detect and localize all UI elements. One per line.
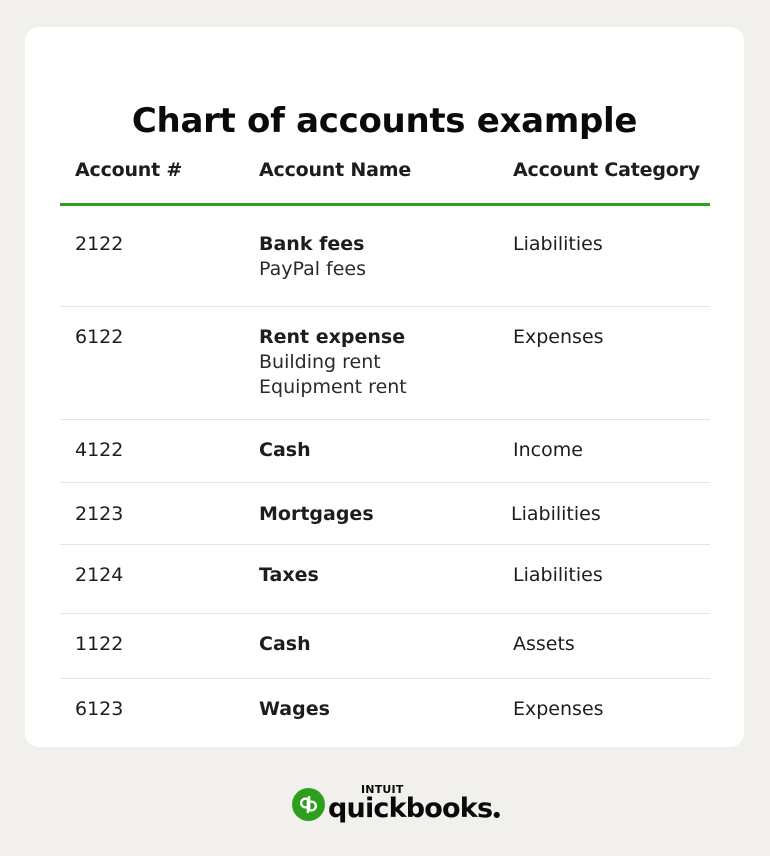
account-name xyxy=(259,632,311,657)
logo-text xyxy=(328,782,500,824)
qb-glyph-icon xyxy=(292,788,325,821)
account-name-main: Taxes xyxy=(259,564,319,586)
account-name-main: Cash xyxy=(259,633,311,655)
registered-dot-icon: ● xyxy=(493,809,500,819)
account-number: 6122 xyxy=(75,326,124,348)
account-name-main: Cash xyxy=(259,439,311,461)
account-name xyxy=(259,563,319,588)
account-name xyxy=(259,325,407,400)
account-name-sub: Building rent xyxy=(259,351,381,373)
account-category: Income xyxy=(513,439,583,461)
account-name-main: Mortgages xyxy=(259,503,374,525)
header-account-category: Account Category xyxy=(513,159,700,181)
account-category: Liabilities xyxy=(513,564,603,586)
account-category: Expenses xyxy=(513,326,604,348)
quickbooks-wordmark-text: quickbooks xyxy=(328,792,493,824)
table-row xyxy=(60,614,710,679)
header-account-name: Account Name xyxy=(259,159,412,181)
account-number: 2122 xyxy=(75,233,124,255)
page-title: Chart of accounts example xyxy=(131,101,638,141)
table-row xyxy=(60,307,710,420)
account-category: Expenses xyxy=(513,698,604,720)
account-number: 2124 xyxy=(75,564,124,586)
account-name xyxy=(259,697,330,722)
account-name xyxy=(259,502,374,527)
table-row xyxy=(60,483,710,545)
account-name-sub: PayPal fees xyxy=(259,258,367,280)
account-name xyxy=(259,232,366,282)
account-category: Liabilities xyxy=(513,233,603,255)
account-number: 6123 xyxy=(75,698,124,720)
account-number: 4122 xyxy=(75,439,124,461)
account-number: 1122 xyxy=(75,633,124,655)
account-name xyxy=(259,438,311,463)
account-name-main: Bank fees xyxy=(259,233,365,255)
account-name-sub: Equipment rent xyxy=(259,376,407,398)
account-category: Liabilities xyxy=(511,503,601,525)
intuit-wordmark: INTUIT xyxy=(361,782,404,796)
quickbooks-logo-icon xyxy=(292,788,325,821)
account-category: Assets xyxy=(513,633,575,655)
table-row xyxy=(60,420,710,483)
table-row xyxy=(60,545,710,614)
table-row xyxy=(60,679,710,739)
header-account-number: Account # xyxy=(75,159,183,181)
account-name-main: Wages xyxy=(259,698,330,720)
quickbooks-wordmark xyxy=(328,793,499,824)
account-name-main: Rent expense xyxy=(259,326,406,348)
table-row xyxy=(60,206,710,307)
quickbooks-logo xyxy=(292,784,499,824)
table-header xyxy=(60,159,710,206)
account-number: 2123 xyxy=(75,503,124,525)
